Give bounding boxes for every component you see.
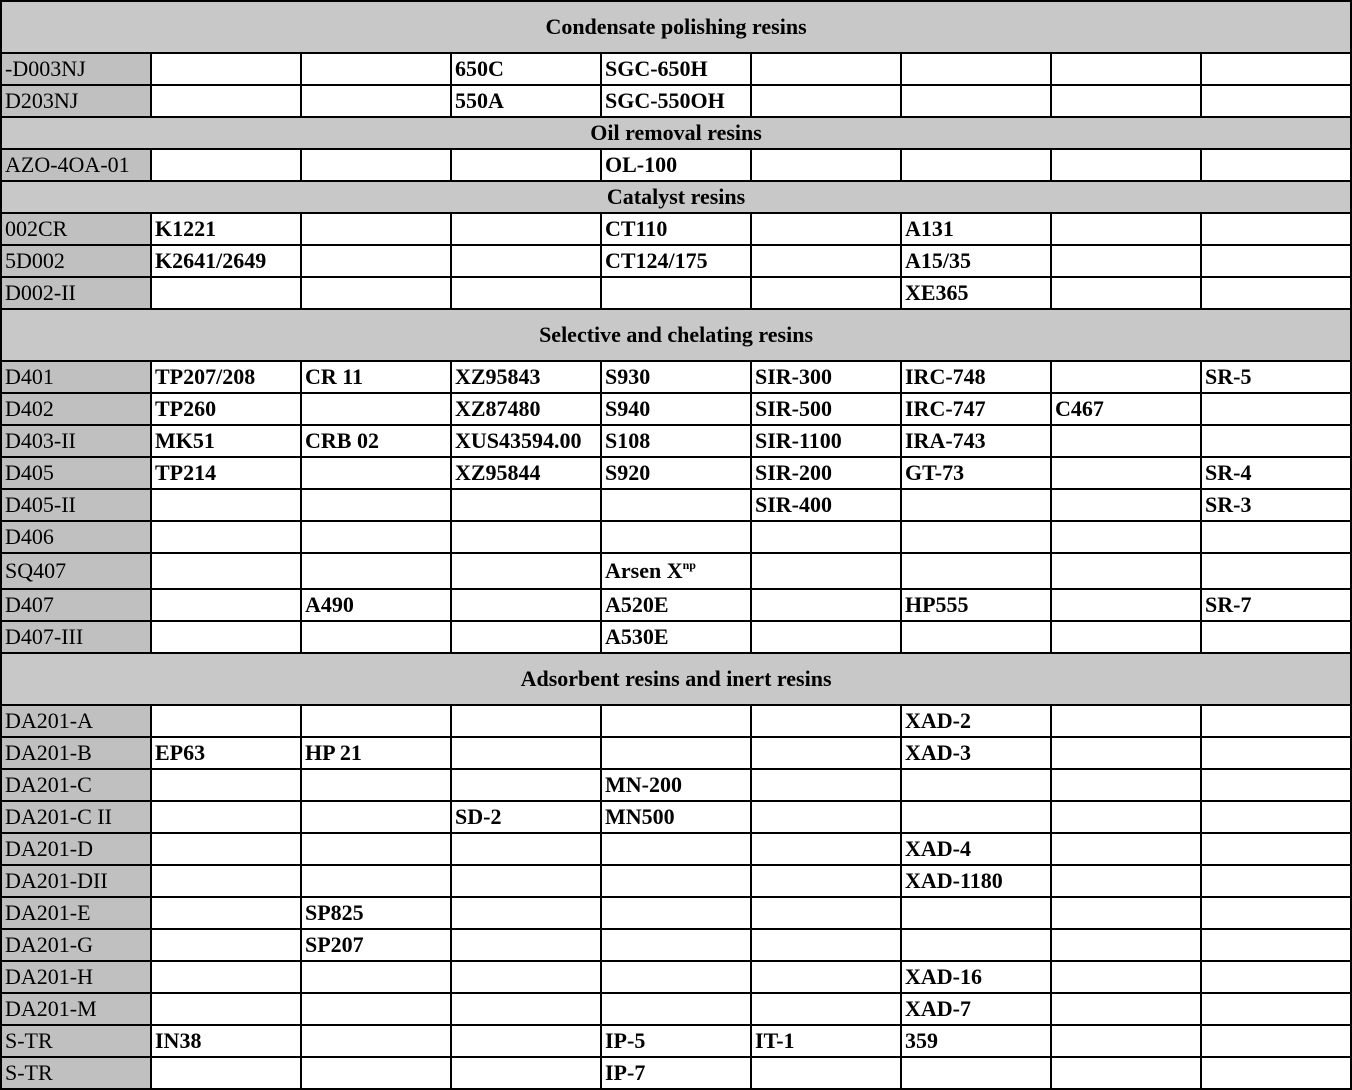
resin-code-cell: D203NJ	[1, 85, 151, 117]
product-cell: TP260	[151, 393, 301, 425]
product-cell	[751, 993, 901, 1025]
product-cell	[151, 521, 301, 553]
product-cell	[451, 833, 601, 865]
resin-code-cell: D407	[1, 589, 151, 621]
product-cell	[301, 705, 451, 737]
product-cell: XAD-7	[901, 993, 1051, 1025]
product-cell: TP207/208	[151, 361, 301, 393]
product-cell	[151, 1057, 301, 1089]
table-row	[1, 833, 1351, 865]
table-row	[1, 993, 1351, 1025]
product-cell	[451, 553, 601, 589]
table-row	[1, 737, 1351, 769]
resin-code-cell: D403-II	[1, 425, 151, 457]
product-cell: SP825	[301, 897, 451, 929]
product-cell	[1051, 245, 1201, 277]
product-cell	[751, 245, 901, 277]
product-cell: CT124/175	[601, 245, 751, 277]
product-cell	[751, 277, 901, 309]
section-header-row	[1, 1, 1351, 53]
product-cell: SP207	[301, 929, 451, 961]
product-cell: C467	[1051, 393, 1201, 425]
product-cell: GT-73	[901, 457, 1051, 489]
resin-code-cell: DA201-A	[1, 705, 151, 737]
product-cell: 550A	[451, 85, 601, 117]
product-cell: XZ95844	[451, 457, 601, 489]
product-cell	[301, 801, 451, 833]
product-cell: K1221	[151, 213, 301, 245]
product-cell: CR 11	[301, 361, 451, 393]
product-cell	[151, 961, 301, 993]
section-title: Selective and chelating resins	[1, 309, 1351, 361]
product-cell	[901, 85, 1051, 117]
product-cell: A530E	[601, 621, 751, 653]
product-cell	[451, 737, 601, 769]
product-cell	[751, 213, 901, 245]
section-header-row	[1, 117, 1351, 149]
product-cell	[151, 833, 301, 865]
product-cell	[1051, 85, 1201, 117]
product-cell	[151, 929, 301, 961]
product-cell: IRA-743	[901, 425, 1051, 457]
product-cell: S108	[601, 425, 751, 457]
product-cell	[1051, 361, 1201, 393]
product-cell	[1201, 993, 1351, 1025]
product-cell	[601, 277, 751, 309]
product-cell	[451, 489, 601, 521]
product-cell	[601, 553, 751, 589]
product-cell: SR-3	[1201, 489, 1351, 521]
resin-code-cell: DA201-B	[1, 737, 151, 769]
product-cell	[1201, 929, 1351, 961]
product-cell	[301, 621, 451, 653]
product-cell	[301, 245, 451, 277]
product-cell	[1201, 149, 1351, 181]
product-cell	[151, 621, 301, 653]
product-cell: K2641/2649	[151, 245, 301, 277]
product-cell	[601, 833, 751, 865]
product-cell	[1201, 737, 1351, 769]
product-cell	[451, 521, 601, 553]
product-cell	[451, 993, 601, 1025]
product-cell	[151, 705, 301, 737]
resin-code-cell: 002CR	[1, 213, 151, 245]
product-cell	[1201, 53, 1351, 85]
section-title: Catalyst resins	[1, 181, 1351, 213]
product-cell	[451, 865, 601, 897]
product-cell: IN38	[151, 1025, 301, 1057]
product-cell: XE365	[901, 277, 1051, 309]
table-row	[1, 769, 1351, 801]
product-cell	[1201, 769, 1351, 801]
product-cell	[451, 245, 601, 277]
product-cell	[601, 489, 751, 521]
product-cell	[151, 589, 301, 621]
product-cell	[1201, 833, 1351, 865]
product-cell	[451, 1057, 601, 1089]
product-cell	[601, 865, 751, 897]
product-cell	[451, 897, 601, 929]
table-row	[1, 277, 1351, 309]
product-cell	[301, 277, 451, 309]
product-cell	[451, 769, 601, 801]
section-title: Condensate polishing resins	[1, 1, 1351, 53]
table-row	[1, 425, 1351, 457]
product-cell: SR-4	[1201, 457, 1351, 489]
product-cell	[1051, 865, 1201, 897]
product-cell: IT-1	[751, 1025, 901, 1057]
product-cell	[751, 149, 901, 181]
product-cell	[301, 1025, 451, 1057]
table-row	[1, 393, 1351, 425]
product-cell: A15/35	[901, 245, 1051, 277]
product-cell	[1051, 961, 1201, 993]
resin-code-cell: -D003NJ	[1, 53, 151, 85]
product-cell	[1051, 1057, 1201, 1089]
product-cell	[1201, 245, 1351, 277]
product-cell	[1201, 425, 1351, 457]
product-cell: S930	[601, 361, 751, 393]
product-cell	[751, 589, 901, 621]
product-cell: IRC-747	[901, 393, 1051, 425]
product-cell: SGC-550OH	[601, 85, 751, 117]
resin-code-cell: DA201-DII	[1, 865, 151, 897]
product-cell	[751, 85, 901, 117]
table-row	[1, 705, 1351, 737]
product-cell	[901, 769, 1051, 801]
product-cell	[301, 769, 451, 801]
product-cell	[1051, 833, 1201, 865]
product-cell	[301, 961, 451, 993]
table-row	[1, 553, 1351, 589]
table-row	[1, 897, 1351, 929]
table-row	[1, 801, 1351, 833]
product-cell	[1201, 553, 1351, 589]
product-cell: IP-5	[601, 1025, 751, 1057]
product-cell	[751, 929, 901, 961]
product-cell: A131	[901, 213, 1051, 245]
product-cell: SIR-200	[751, 457, 901, 489]
product-cell	[151, 553, 301, 589]
product-cell	[301, 1057, 451, 1089]
product-cell	[301, 993, 451, 1025]
resin-code-cell: AZO-4OA-01	[1, 149, 151, 181]
product-cell	[751, 53, 901, 85]
table-body	[1, 1, 1351, 1089]
product-cell	[1051, 929, 1201, 961]
product-cell: XAD-2	[901, 705, 1051, 737]
resin-code-cell: D405	[1, 457, 151, 489]
product-cell	[901, 897, 1051, 929]
product-cell	[601, 521, 751, 553]
resin-code-cell: S-TR	[1, 1025, 151, 1057]
product-cell	[901, 553, 1051, 589]
table-row	[1, 1057, 1351, 1089]
product-cell: IP-7	[601, 1057, 751, 1089]
product-cell	[1201, 961, 1351, 993]
product-cell	[1201, 1057, 1351, 1089]
resin-code-cell: D401	[1, 361, 151, 393]
resin-code-cell: 5D002	[1, 245, 151, 277]
product-cell	[751, 1057, 901, 1089]
product-cell: SGC-650H	[601, 53, 751, 85]
product-cell	[301, 393, 451, 425]
product-cell: MK51	[151, 425, 301, 457]
product-cell	[301, 149, 451, 181]
product-cell	[1051, 769, 1201, 801]
product-cell: SIR-300	[751, 361, 901, 393]
product-cell: SIR-400	[751, 489, 901, 521]
product-cell: HP555	[901, 589, 1051, 621]
product-cell: CT110	[601, 213, 751, 245]
product-cell: XUS43594.00	[451, 425, 601, 457]
product-cell	[301, 53, 451, 85]
product-cell	[301, 489, 451, 521]
table-row	[1, 149, 1351, 181]
resin-code-cell: DA201-M	[1, 993, 151, 1025]
resin-code-cell: SQ407	[1, 553, 151, 589]
resin-code-cell: DA201-E	[1, 897, 151, 929]
product-cell	[451, 1025, 601, 1057]
product-cell	[151, 769, 301, 801]
product-cell: XZ87480	[451, 393, 601, 425]
product-cell: 359	[901, 1025, 1051, 1057]
section-header-row	[1, 309, 1351, 361]
product-cell: XAD-1180	[901, 865, 1051, 897]
resin-code-cell: D406	[1, 521, 151, 553]
product-cell: MN-200	[601, 769, 751, 801]
resin-code-cell: D407-III	[1, 621, 151, 653]
table-row	[1, 521, 1351, 553]
product-cell	[151, 53, 301, 85]
product-cell	[151, 897, 301, 929]
product-cell	[451, 213, 601, 245]
product-cell	[1201, 705, 1351, 737]
product-cell	[901, 929, 1051, 961]
product-cell: S920	[601, 457, 751, 489]
product-cell	[1051, 993, 1201, 1025]
product-cell	[1051, 213, 1201, 245]
product-cell: S940	[601, 393, 751, 425]
product-cell	[1201, 865, 1351, 897]
product-cell	[451, 961, 601, 993]
product-cell	[301, 865, 451, 897]
product-cell	[301, 85, 451, 117]
resin-code-cell: D002-II	[1, 277, 151, 309]
product-cell	[901, 801, 1051, 833]
product-cell	[301, 553, 451, 589]
product-cell	[1051, 1025, 1201, 1057]
table-row	[1, 213, 1351, 245]
table-row	[1, 1025, 1351, 1057]
resin-code-cell: DA201-C II	[1, 801, 151, 833]
product-cell: HP 21	[301, 737, 451, 769]
product-cell	[901, 521, 1051, 553]
table-row	[1, 589, 1351, 621]
product-cell	[151, 865, 301, 897]
table-row	[1, 961, 1351, 993]
product-cell	[1051, 553, 1201, 589]
product-cell	[301, 521, 451, 553]
product-cell: SR-7	[1201, 589, 1351, 621]
product-cell	[901, 1057, 1051, 1089]
resin-code-cell: DA201-H	[1, 961, 151, 993]
table-row	[1, 53, 1351, 85]
resin-code-cell: DA201-D	[1, 833, 151, 865]
product-cell	[1051, 521, 1201, 553]
product-cell	[151, 801, 301, 833]
product-cell	[151, 85, 301, 117]
product-cell: SIR-500	[751, 393, 901, 425]
product-cell	[751, 553, 901, 589]
product-cell	[751, 521, 901, 553]
product-cell	[451, 589, 601, 621]
product-cell	[601, 705, 751, 737]
product-cell	[151, 993, 301, 1025]
product-cell	[901, 149, 1051, 181]
product-cell	[451, 277, 601, 309]
product-cell: A520E	[601, 589, 751, 621]
product-cell	[751, 705, 901, 737]
product-cell	[301, 833, 451, 865]
table-row	[1, 457, 1351, 489]
product-cell: OL-100	[601, 149, 751, 181]
product-cell: IRC-748	[901, 361, 1051, 393]
section-title: Adsorbent resins and inert resins	[1, 653, 1351, 705]
section-title: Oil removal resins	[1, 117, 1351, 149]
product-cell: SR-5	[1201, 361, 1351, 393]
product-name: Arsen X	[605, 558, 683, 583]
product-cell	[451, 149, 601, 181]
product-cell: A490	[301, 589, 451, 621]
product-cell	[1051, 277, 1201, 309]
table-row	[1, 621, 1351, 653]
product-cell	[1201, 801, 1351, 833]
product-cell: SD-2	[451, 801, 601, 833]
product-cell	[151, 149, 301, 181]
product-cell	[1051, 737, 1201, 769]
section-header-row	[1, 181, 1351, 213]
product-cell	[451, 929, 601, 961]
product-cell	[451, 621, 601, 653]
product-cell	[751, 801, 901, 833]
product-cell	[1201, 621, 1351, 653]
product-cell	[1201, 521, 1351, 553]
product-cell: CRB 02	[301, 425, 451, 457]
product-cell	[1051, 897, 1201, 929]
product-cell	[1051, 489, 1201, 521]
product-cell	[751, 621, 901, 653]
resin-code-cell: S-TR	[1, 1057, 151, 1089]
product-cell	[1051, 705, 1201, 737]
product-cell: XAD-16	[901, 961, 1051, 993]
table-row	[1, 85, 1351, 117]
table-row	[1, 489, 1351, 521]
product-cell: EP63	[151, 737, 301, 769]
product-cell	[601, 929, 751, 961]
section-header-row	[1, 653, 1351, 705]
product-cell	[1051, 149, 1201, 181]
product-cell: TP214	[151, 457, 301, 489]
product-cell	[601, 993, 751, 1025]
resin-code-cell: DA201-G	[1, 929, 151, 961]
product-cell	[451, 705, 601, 737]
product-cell	[1201, 393, 1351, 425]
product-cell	[901, 489, 1051, 521]
product-cell	[601, 897, 751, 929]
resin-code-cell: D405-II	[1, 489, 151, 521]
product-cell: 650C	[451, 53, 601, 85]
product-cell	[151, 277, 301, 309]
resin-code-cell: DA201-C	[1, 769, 151, 801]
table-row	[1, 245, 1351, 277]
table-row	[1, 929, 1351, 961]
product-cell	[751, 737, 901, 769]
product-cell	[151, 489, 301, 521]
product-cell	[901, 53, 1051, 85]
product-cell	[601, 737, 751, 769]
product-cell: XAD-4	[901, 833, 1051, 865]
product-cell	[1201, 1025, 1351, 1057]
product-cell	[1201, 85, 1351, 117]
product-cell: XZ95843	[451, 361, 601, 393]
product-cell	[1051, 53, 1201, 85]
product-cell: MN500	[601, 801, 751, 833]
product-cell	[751, 897, 901, 929]
product-cell	[751, 769, 901, 801]
product-cell	[601, 961, 751, 993]
product-superscript: np	[682, 558, 696, 572]
product-cell	[1051, 801, 1201, 833]
product-cell	[901, 621, 1051, 653]
product-cell	[751, 833, 901, 865]
product-cell	[751, 865, 901, 897]
product-cell: SIR-1100	[751, 425, 901, 457]
product-cell	[751, 961, 901, 993]
resin-code-cell: D402	[1, 393, 151, 425]
product-cell	[301, 457, 451, 489]
product-cell	[1201, 213, 1351, 245]
product-cell	[1051, 425, 1201, 457]
product-cell	[1201, 277, 1351, 309]
product-cell	[301, 213, 451, 245]
product-cell	[1051, 621, 1201, 653]
product-cell	[1051, 589, 1201, 621]
table-row	[1, 361, 1351, 393]
table-row	[1, 865, 1351, 897]
product-cell: XAD-3	[901, 737, 1051, 769]
product-cell	[1201, 897, 1351, 929]
product-cell	[1051, 457, 1201, 489]
